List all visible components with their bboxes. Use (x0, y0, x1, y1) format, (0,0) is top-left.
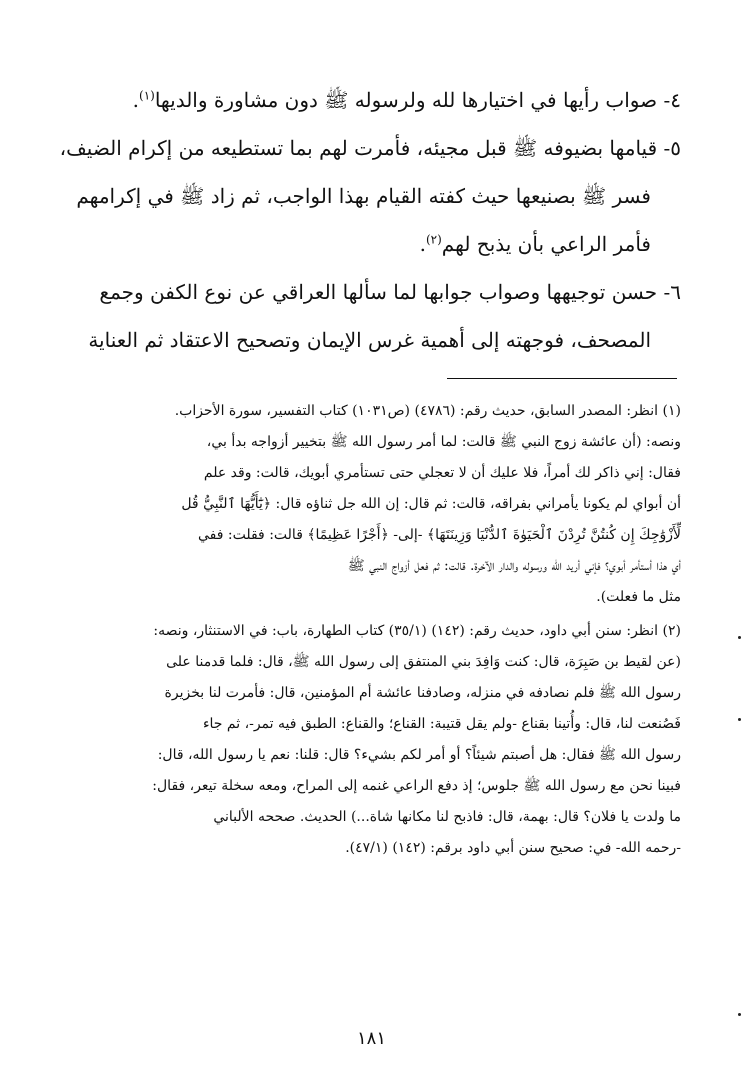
point-5-continued: فسر ﷺ بصنيعها حيث كفته القيام بهذا الواجب، ثم زاد ﷺ في إكرامهم (76, 184, 651, 208)
scan-speck (738, 718, 741, 721)
footnote-line: رسول الله ﷺ فقال: هل أصبتم شيئاً؟ أو أمر لكم بشيء؟ قال: قلنا: نعم يا رسول الله، قال: (157, 747, 681, 763)
footnote-separator (447, 378, 677, 379)
footnote-line: ونصه: (أن عائشة زوج النبي ﷺ قالت: لما أمر رسول الله ﷺ بتخيير أزواجه بدأ بي، (206, 434, 681, 450)
scan-speck (738, 636, 741, 639)
footnote-line: أي هذا أستأمر أبوي؟ فإني أريد الله ورسوله والدار الآخرة. قالت: ثم فعل أزواج النبي ﷺ (347, 558, 681, 574)
footnote-line: ما ولدت يا فلان؟ قال: بهمة، قال: فاذبح لنا مكانها شاة...) الحديث. صححه الألباني (213, 809, 681, 825)
footnote-ref-1: (١) (139, 88, 155, 103)
footnote-line: رسول الله ﷺ فلم نصادفه في منزله، وصادفنا عائشة أم المؤمنين، قال: فأمرت لنا بخزيرة (164, 685, 681, 701)
main-text (56, 76, 681, 364)
point-6: ٦- حسن توجيهها وصواب جوابها لما سألها العراقي عن نوع الكفن وجمع (99, 280, 681, 304)
footnote-2 (56, 616, 681, 864)
page-number: ١٨١ (356, 1028, 386, 1049)
footnote-line: فَصُنعت لنا، قال: وأُتينا بقناع -ولم يقل قتيبة: القناع؛ والقناع: الطبق فيه تمر-، ثم جاء (202, 716, 681, 732)
point-4: ٤- صواب رأيها في اختيارها لله ولرسوله ﷺ دون مشاورة والديها$^{(١)}$. (132, 88, 681, 112)
footnote-line: فقال: إني ذاكر لك أمراً، فلا عليك أن لا تعجلي حتى تستأمري أبويك، قالت: وقد علم (203, 465, 681, 481)
point-5: ٥- قيامها بضيوفه ﷺ قبل مجيئه، فأمرت لهم بما تستطيعه من إكرام الضيف، (59, 136, 681, 160)
footnote-line: -رحمه الله- في: صحيح سنن أبي داود برقم: (١٤٢) (٤٧/١). (345, 840, 681, 856)
footnote-line: لِّأَزْوَٰجِكَ إِن كُنتُنَّ تُرِدْنَ ٱلْحَيَوٰةَ ٱلدُّنْيَا وَزِينَتَهَا﴾ -إلى- ﴿أَجْرًا عَظِيمًا﴾ قالت: فقلت: ففي (197, 527, 681, 543)
footnote-1 (56, 396, 681, 613)
footnote-line: (عن لقيط بن صَبِرَة، قال: كنت وَافِدَ بني المنتفق إلى رسول الله ﷺ، قال: فلما قدمنا على (166, 654, 681, 670)
footnotes (56, 396, 681, 864)
footnote-ref-2: (٢) (425, 232, 442, 247)
footnote-line: (١) انظر: المصدر السابق، حديث رقم: (٤٧٨٦) (ص١٠٣١) كتاب التفسير، سورة الأحزاب. (174, 403, 681, 419)
scan-speck (738, 1013, 741, 1016)
footnote-line: أن أبواي لم يكونا يأمراني بفراقه، قالت: ثم قال: إن الله جل ثناؤه قال: ﴿يَٰٓأَيُّهَا ٱلنَّبِيُّ قُل (181, 496, 681, 512)
point-6-continued: المصحف، فوجهته إلى أهمية غرس الإيمان وتصحيح الاعتقاد ثم العناية (88, 328, 651, 352)
footnote-line: (٢) انظر: سنن أبي داود، حديث رقم: (١٤٢) (٣٥/١) كتاب الطهارة، باب: في الاستنثار، ونصه: (153, 623, 681, 639)
footnote-line: مثل ما فعلت). (596, 589, 681, 605)
footnote-line: فبينا نحن مع رسول الله ﷺ جلوس؛ إذ دفع الراعي غنمه إلى المراح، ومعه سخلة تيعر، فقال: (152, 778, 681, 794)
point-5-end: فأمر الراعي بأن يذبح لهم$^{(٢)}$. (419, 232, 651, 256)
